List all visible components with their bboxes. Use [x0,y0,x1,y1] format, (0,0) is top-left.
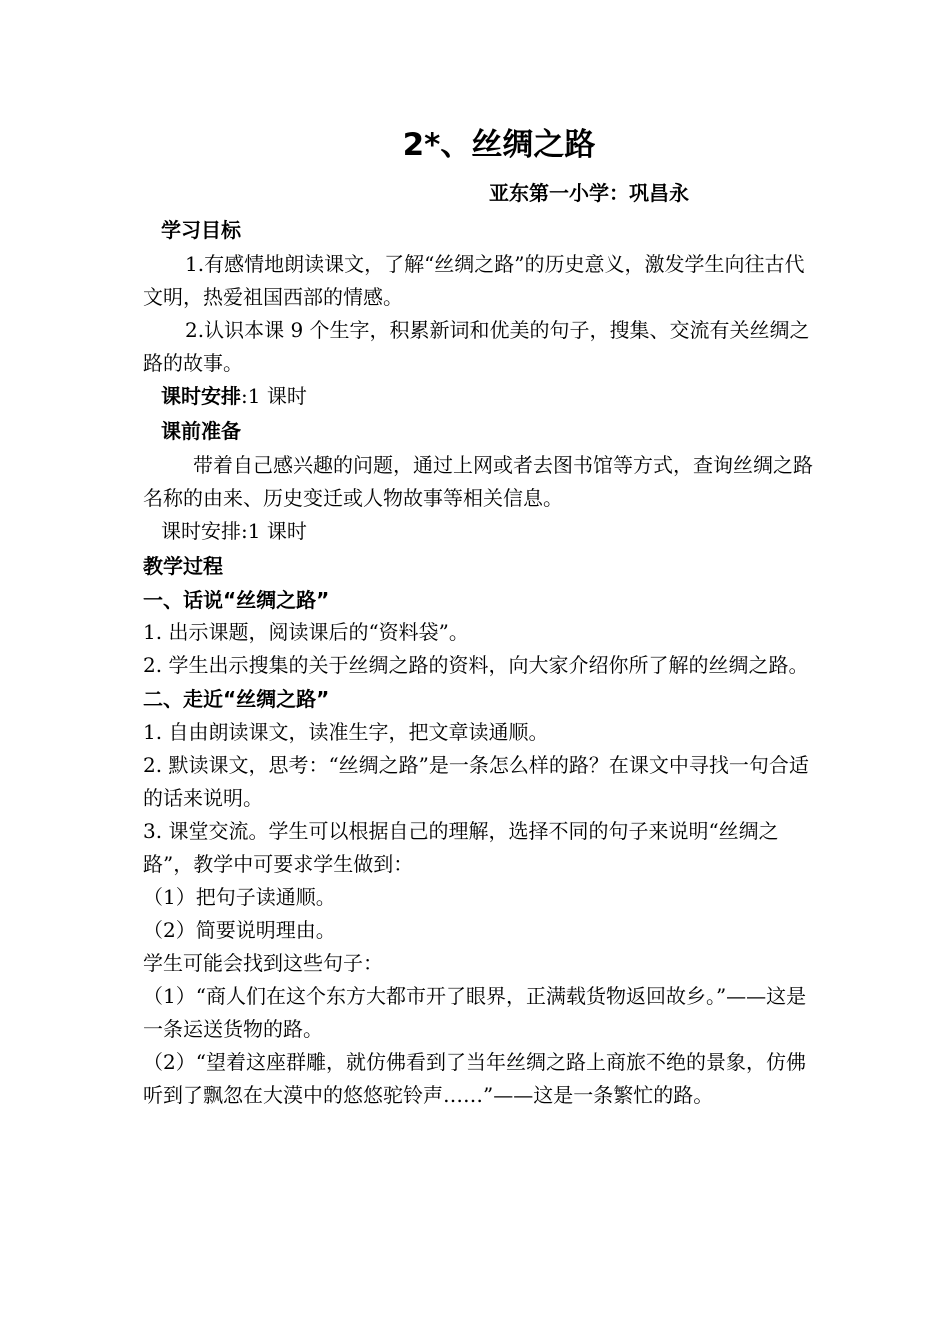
part2-item-6: 学生可能会找到这些句子： [143,951,383,975]
goal-item-2: 2.认识本课 9 个生字，积累新词和优美的句子，搜集、交流有关丝绸之路的故事。 [143,318,810,375]
process-heading: 教学过程 [143,554,223,578]
part2-item-8: （2）“望着这座群雕，就仿佛看到了当年丝绸之路上商旅不绝的景象，仿佛听到了飘忽在大漠中的悠悠驼铃声……”——这是一条繁忙的路。 [143,1050,806,1107]
part2-item-1: 1. 自由朗读课文，读准生字，把文章读通顺。 [143,720,549,744]
schedule-line-1 [143,380,823,413]
schedule-value: :1 课时 [241,384,307,408]
schedule-line-2: 课时安排:1 课时 [161,519,307,543]
part2-item-4: （1）把句子读通顺。 [143,885,336,909]
goals-heading: 学习目标 [161,218,241,242]
part2-item-2: 2. 默读课文，思考：“丝绸之路”是一条怎么样的路？在课文中寻找一句合适的话来说明。 [143,753,809,810]
part2-item-7: （1）“商人们在这个东方大都市开了眼界，正满载货物返回故乡。”——这是一条运送货物的路。 [143,984,807,1041]
prep-text: 带着自己感兴趣的问题，通过上网或者去图书馆等方式，查询丝绸之路名称的由来、历史变迁或人物故事等相关信息。 [143,453,813,510]
schedule-label: 课时安排 [161,384,241,408]
part2-item-3: 3. 课堂交流。学生可以根据自己的理解，选择不同的句子来说明“丝绸之路”，教学中可要求学生做到： [143,819,779,876]
page-title: 2*、丝绸之路 [402,127,596,163]
part1-heading: 一、话说“丝绸之路” [143,588,330,612]
part1-item-2: 2. 学生出示搜集的关于丝绸之路的资料，向大家介绍你所了解的丝绸之路。 [143,653,809,677]
author-line: 亚东第一小学：巩昌永 [489,181,689,205]
part1-item-1: 1. 出示课题，阅读课后的“资料袋”。 [143,620,469,644]
document-body [143,122,823,1112]
part2-item-5: （2）简要说明理由。 [143,918,336,942]
prep-heading: 课前准备 [161,419,241,443]
part2-heading: 二、走近“丝绸之路” [143,687,330,711]
goal-item-1: 1.有感情地朗读课文，了解“丝绸之路”的历史意义，激发学生向往古代文明，热爱祖国西部的情感。 [143,252,805,309]
